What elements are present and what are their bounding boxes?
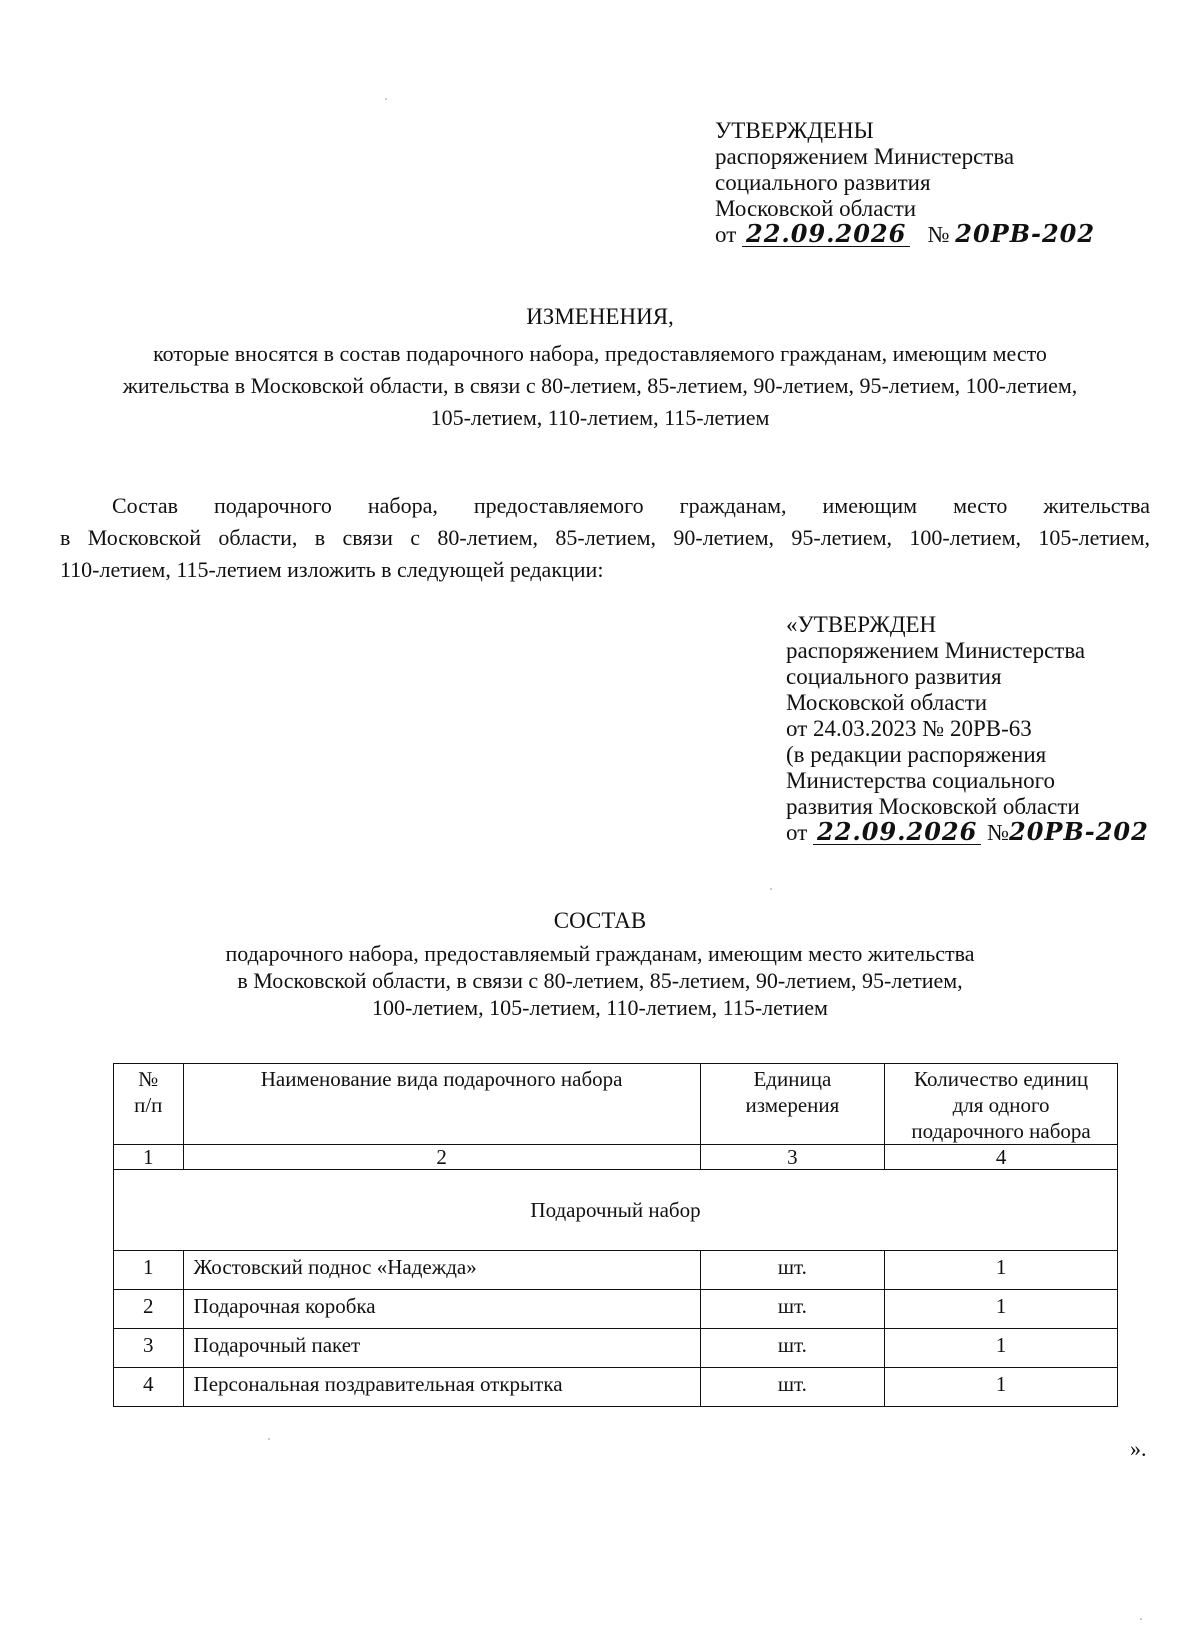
approval-line: социального развития (786, 664, 1002, 689)
approval-line: развития Московской области (786, 794, 1080, 819)
scan-speck (268, 1438, 270, 1440)
table-row (114, 1251, 1118, 1290)
row-unit: шт. (700, 1290, 884, 1329)
subtitle-line: жительства в Московской области, в связи с 80-летием, 85-летием, 90-летием, 95-летием, 100-летием, (122, 373, 1078, 398)
header-text: Наименование вида подарочного набора (260, 1067, 623, 1091)
row-num: 2 (114, 1290, 184, 1329)
gift-set-table (113, 1063, 1118, 1407)
approval-date-line (786, 817, 1149, 846)
header-text: измерения (745, 1093, 840, 1117)
column-number-row (114, 1145, 1118, 1170)
header-unit (700, 1064, 884, 1145)
header-name (183, 1064, 700, 1145)
header-text: п/п (134, 1093, 163, 1117)
table-header-row (114, 1064, 1118, 1145)
scan-speck (385, 98, 387, 100)
handwritten-date: 22.09.2026 (742, 222, 910, 247)
subtitle-line: которые вносятся в состав подарочного набора, предоставляемого гражданам, имеющим место (153, 341, 1047, 366)
approval-line: Министерства социального (786, 768, 1055, 793)
approval-heading: «УТВЕРЖДЕН (786, 612, 937, 637)
column-number: 2 (183, 1145, 700, 1170)
row-name: Подарочная коробка (183, 1290, 700, 1329)
number-prefix: № (927, 222, 950, 247)
scan-speck (770, 888, 772, 890)
header-text: Количество единиц (914, 1067, 1089, 1091)
table-row (114, 1329, 1118, 1368)
approval-line: Московской области (715, 196, 917, 221)
section-title: Подарочный набор (114, 1170, 1118, 1251)
column-number: 1 (114, 1145, 184, 1170)
row-num: 3 (114, 1329, 184, 1368)
row-qty: 1 (885, 1251, 1118, 1290)
row-name: Жостовский поднос «Надежда» (183, 1251, 700, 1290)
approval-block-inner (786, 612, 1149, 846)
subtitle-line: 100-летием, 105-летием, 110-летием, 115-летием (372, 995, 828, 1020)
number-prefix: № (987, 820, 1010, 845)
column-number: 3 (700, 1145, 884, 1170)
date-prefix: от (786, 820, 808, 845)
row-qty: 1 (885, 1329, 1118, 1368)
row-name: Персональная поздравительная открытка (183, 1368, 700, 1407)
table-row (114, 1290, 1118, 1329)
row-name: Подарочный пакет (183, 1329, 700, 1368)
header-text: подарочного набора (911, 1119, 1091, 1143)
changes-title: ИЗМЕНЕНИЯ, (526, 304, 674, 329)
approval-date-line (715, 219, 1096, 248)
handwritten-number: 20РВ-202 (1009, 817, 1149, 846)
header-text: для одного (952, 1093, 1050, 1117)
row-num: 1 (114, 1251, 184, 1290)
paragraph-line: Состав подарочного набора, предоставляемого гражданам, имеющим место жительства (112, 493, 1150, 518)
header-quantity (885, 1064, 1118, 1145)
composition-subtitle (0, 940, 1200, 1021)
paragraph-line: 110-летием, 115-летием изложить в следующей редакции: (60, 557, 604, 582)
approval-line: Московской области (786, 690, 988, 715)
approval-line: от 24.03.2023 № 20РВ-63 (786, 716, 1032, 741)
row-unit: шт. (700, 1368, 884, 1407)
header-num (114, 1064, 184, 1145)
section-row (114, 1170, 1118, 1251)
scan-speck (1140, 1618, 1142, 1620)
composition-title: СОСТАВ (553, 908, 647, 933)
row-unit: шт. (700, 1251, 884, 1290)
table-row (114, 1368, 1118, 1407)
handwritten-number: 20РВ-202 (955, 219, 1096, 248)
paragraph-line: в Московской области, в связи с 80-летием, 85-летием, 90-летием, 95-летием, 100-летием, 105-летием, (60, 525, 1150, 550)
approval-line: распоряжением Министерства (715, 144, 1015, 169)
header-text: Единица (753, 1067, 832, 1091)
row-qty: 1 (885, 1368, 1118, 1407)
subtitle-line: 105-летием, 110-летием, 115-летием (430, 405, 770, 430)
approval-line: социального развития (715, 170, 931, 195)
header-text: № (138, 1067, 159, 1091)
row-qty: 1 (885, 1290, 1118, 1329)
column-number: 4 (885, 1145, 1118, 1170)
handwritten-date: 22.09.2026 (813, 820, 981, 845)
body-paragraph (60, 490, 1150, 586)
row-unit: шт. (700, 1329, 884, 1368)
approval-line: распоряжением Министерства (786, 638, 1086, 663)
approval-line: (в редакции распоряжения (786, 742, 1047, 767)
date-prefix: от (715, 222, 737, 247)
changes-subtitle (0, 338, 1200, 434)
approval-heading: УТВЕРЖДЕНЫ (715, 118, 874, 143)
approval-block-top (715, 118, 1095, 248)
row-num: 4 (114, 1368, 184, 1407)
subtitle-line: подарочного набора, предоставляемый гражданам, имеющим место жительства (225, 941, 975, 966)
subtitle-line: в Московской области, в связи с 80-летием, 85-летием, 90-летием, 95-летием, (237, 968, 963, 993)
closing-quote: ». (1130, 1436, 1147, 1461)
